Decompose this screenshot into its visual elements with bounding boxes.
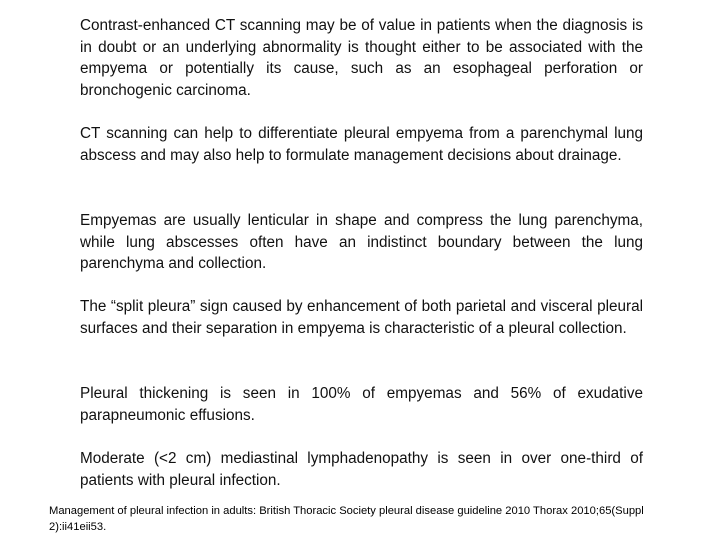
paragraph-lymphadenopathy: Moderate (<2 cm) mediastinal lymphadenopathy is seen in over one-third of patients with pleural infection. — [80, 450, 643, 489]
paragraph-split-pleura-sign: The “split pleura” sign caused by enhancement of both parietal and visceral pleural surfaces and their separation in empyema is characteristic of a pleural collection. — [80, 298, 643, 337]
paragraph-ct-differentiation: CT scanning can help to differentiate pleural empyema from a parenchymal lung abscess and may also help to formulate management decisions about drainage. — [80, 125, 643, 164]
paragraph-empyema-shape: Empyemas are usually lenticular in shape and compress the lung parenchyma, while lung abscesses often have an indistinct boundary between the lung parenchyma and collection. — [80, 212, 643, 273]
paragraph-contrast-ct: Contrast-enhanced CT scanning may be of value in patients when the diagnosis is in doubt or an underlying abnormality is thought either to be associated with the empyema or potentially its cause, such as an esophageal perforation or bronchogenic carcinoma. — [80, 17, 643, 99]
paragraph-pleural-thickening: Pleural thickening is seen in 100% of empyemas and 56% of exudative parapneumonic effusions. — [80, 385, 643, 424]
reference-footnote: Management of pleural infection in adults: British Thoracic Society pleural disease guideline 2010 Thorax 2010;65(Suppl 2):ii41eii53. — [49, 505, 644, 533]
